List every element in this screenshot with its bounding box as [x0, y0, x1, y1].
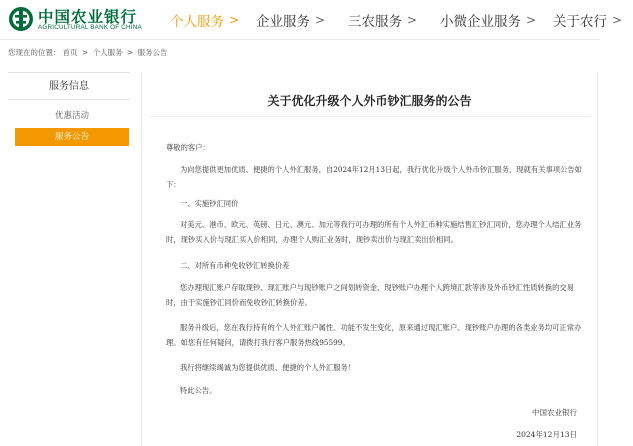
article-closing: 特此公告。 [180, 386, 217, 395]
logo-text-cn: 中国农业银行 [38, 7, 138, 26]
nav-small-business-services[interactable] [440, 0, 553, 40]
nav-label: 关于农行 [553, 14, 607, 30]
chevron-right-icon: > [612, 13, 623, 27]
article-heading-1: 一、实施钞汇同价 [180, 199, 239, 208]
sidebar-title: 服务信息 [8, 72, 130, 100]
article-panel [141, 72, 598, 446]
article-signature: 中国农业银行 [532, 408, 577, 417]
breadcrumb-home[interactable]: 首页 [62, 48, 78, 57]
article-date: 2024年12月13日 [516, 430, 577, 439]
sidebar-item-service-notices[interactable]: 服务公告 [15, 128, 129, 146]
breadcrumb [8, 47, 170, 58]
chevron-right-icon: > [315, 13, 326, 27]
site-header [0, 0, 623, 40]
main-nav [165, 0, 633, 40]
breadcrumb-current: 服务公告 [137, 48, 168, 57]
chevron-right-icon: > [229, 13, 240, 27]
sidebar-item-promotions[interactable]: 优惠活动 [54, 111, 89, 121]
nav-corporate-services[interactable] [256, 0, 348, 40]
breadcrumb-separator: > [81, 48, 89, 57]
breadcrumb-personal-services[interactable]: 个人服务 [92, 48, 123, 57]
article-paragraph-1: 对美元、港币、欧元、英镑、日元、澳元、加元等我行可办理的所有个人外汇币种实施结售汇钞汇同价，您办理个人结汇业务时，现钞买入价与现汇买入价相同，办理个人购汇业务时，现钞卖出价与现汇卖出价相同。 [166, 220, 582, 244]
abc-emblem-icon [8, 6, 34, 32]
logo-text-en: AGRICULTURAL BANK OF CHINA [38, 24, 142, 31]
article-title: 关于优化升级个人外币钞汇服务的公告 [267, 94, 472, 108]
nav-about-abc[interactable] [553, 0, 633, 40]
article-greeting: 尊敬的客户： [166, 143, 210, 152]
sidebar [8, 72, 130, 446]
abc-logo[interactable] [8, 4, 168, 34]
article-heading-2: 二、对所有币种免收钞汇转换价差 [180, 261, 290, 270]
article-paragraph-3: 服务升级后，您在我行持有的个人外汇账户属性、功能不发生变化，原来通过现汇账户、现钞账户办理的各类业务均可正常办理。如您有任何疑问，请拨打我行客户服务热线95599。 [166, 323, 582, 347]
nav-label: 三农服务 [348, 14, 402, 30]
nav-label: 企业服务 [256, 14, 310, 30]
nav-rural-services[interactable] [348, 0, 440, 40]
article-intro: 为向您提供更加优质、便捷的个人外汇服务，自2024年12月13日起，我行优化升级个人外币钞汇服务，现就有关事项公告如下： [166, 165, 582, 189]
title-divider [150, 116, 590, 117]
nav-personal-services[interactable] [165, 0, 256, 40]
article-paragraph-2: 您办理现汇账户存取现钞、现汇账户与现钞账户之间划转资金、现钞账户办理个人跨境汇款等涉及外币钞汇性质转换的交易时，由于实施钞汇同价而免收钞汇转换价差。 [166, 283, 575, 307]
nav-label: 个人服务 [170, 14, 224, 30]
breadcrumb-prefix: 您现在的位置： [8, 48, 61, 57]
nav-label: 小微企业服务 [440, 14, 521, 30]
chevron-right-icon: > [526, 13, 537, 27]
article-paragraph-4: 我行将继续竭诚为您提供优质、便捷的个人外汇服务！ [180, 363, 356, 372]
chevron-right-icon: > [407, 13, 418, 27]
breadcrumb-separator: > [126, 48, 134, 57]
